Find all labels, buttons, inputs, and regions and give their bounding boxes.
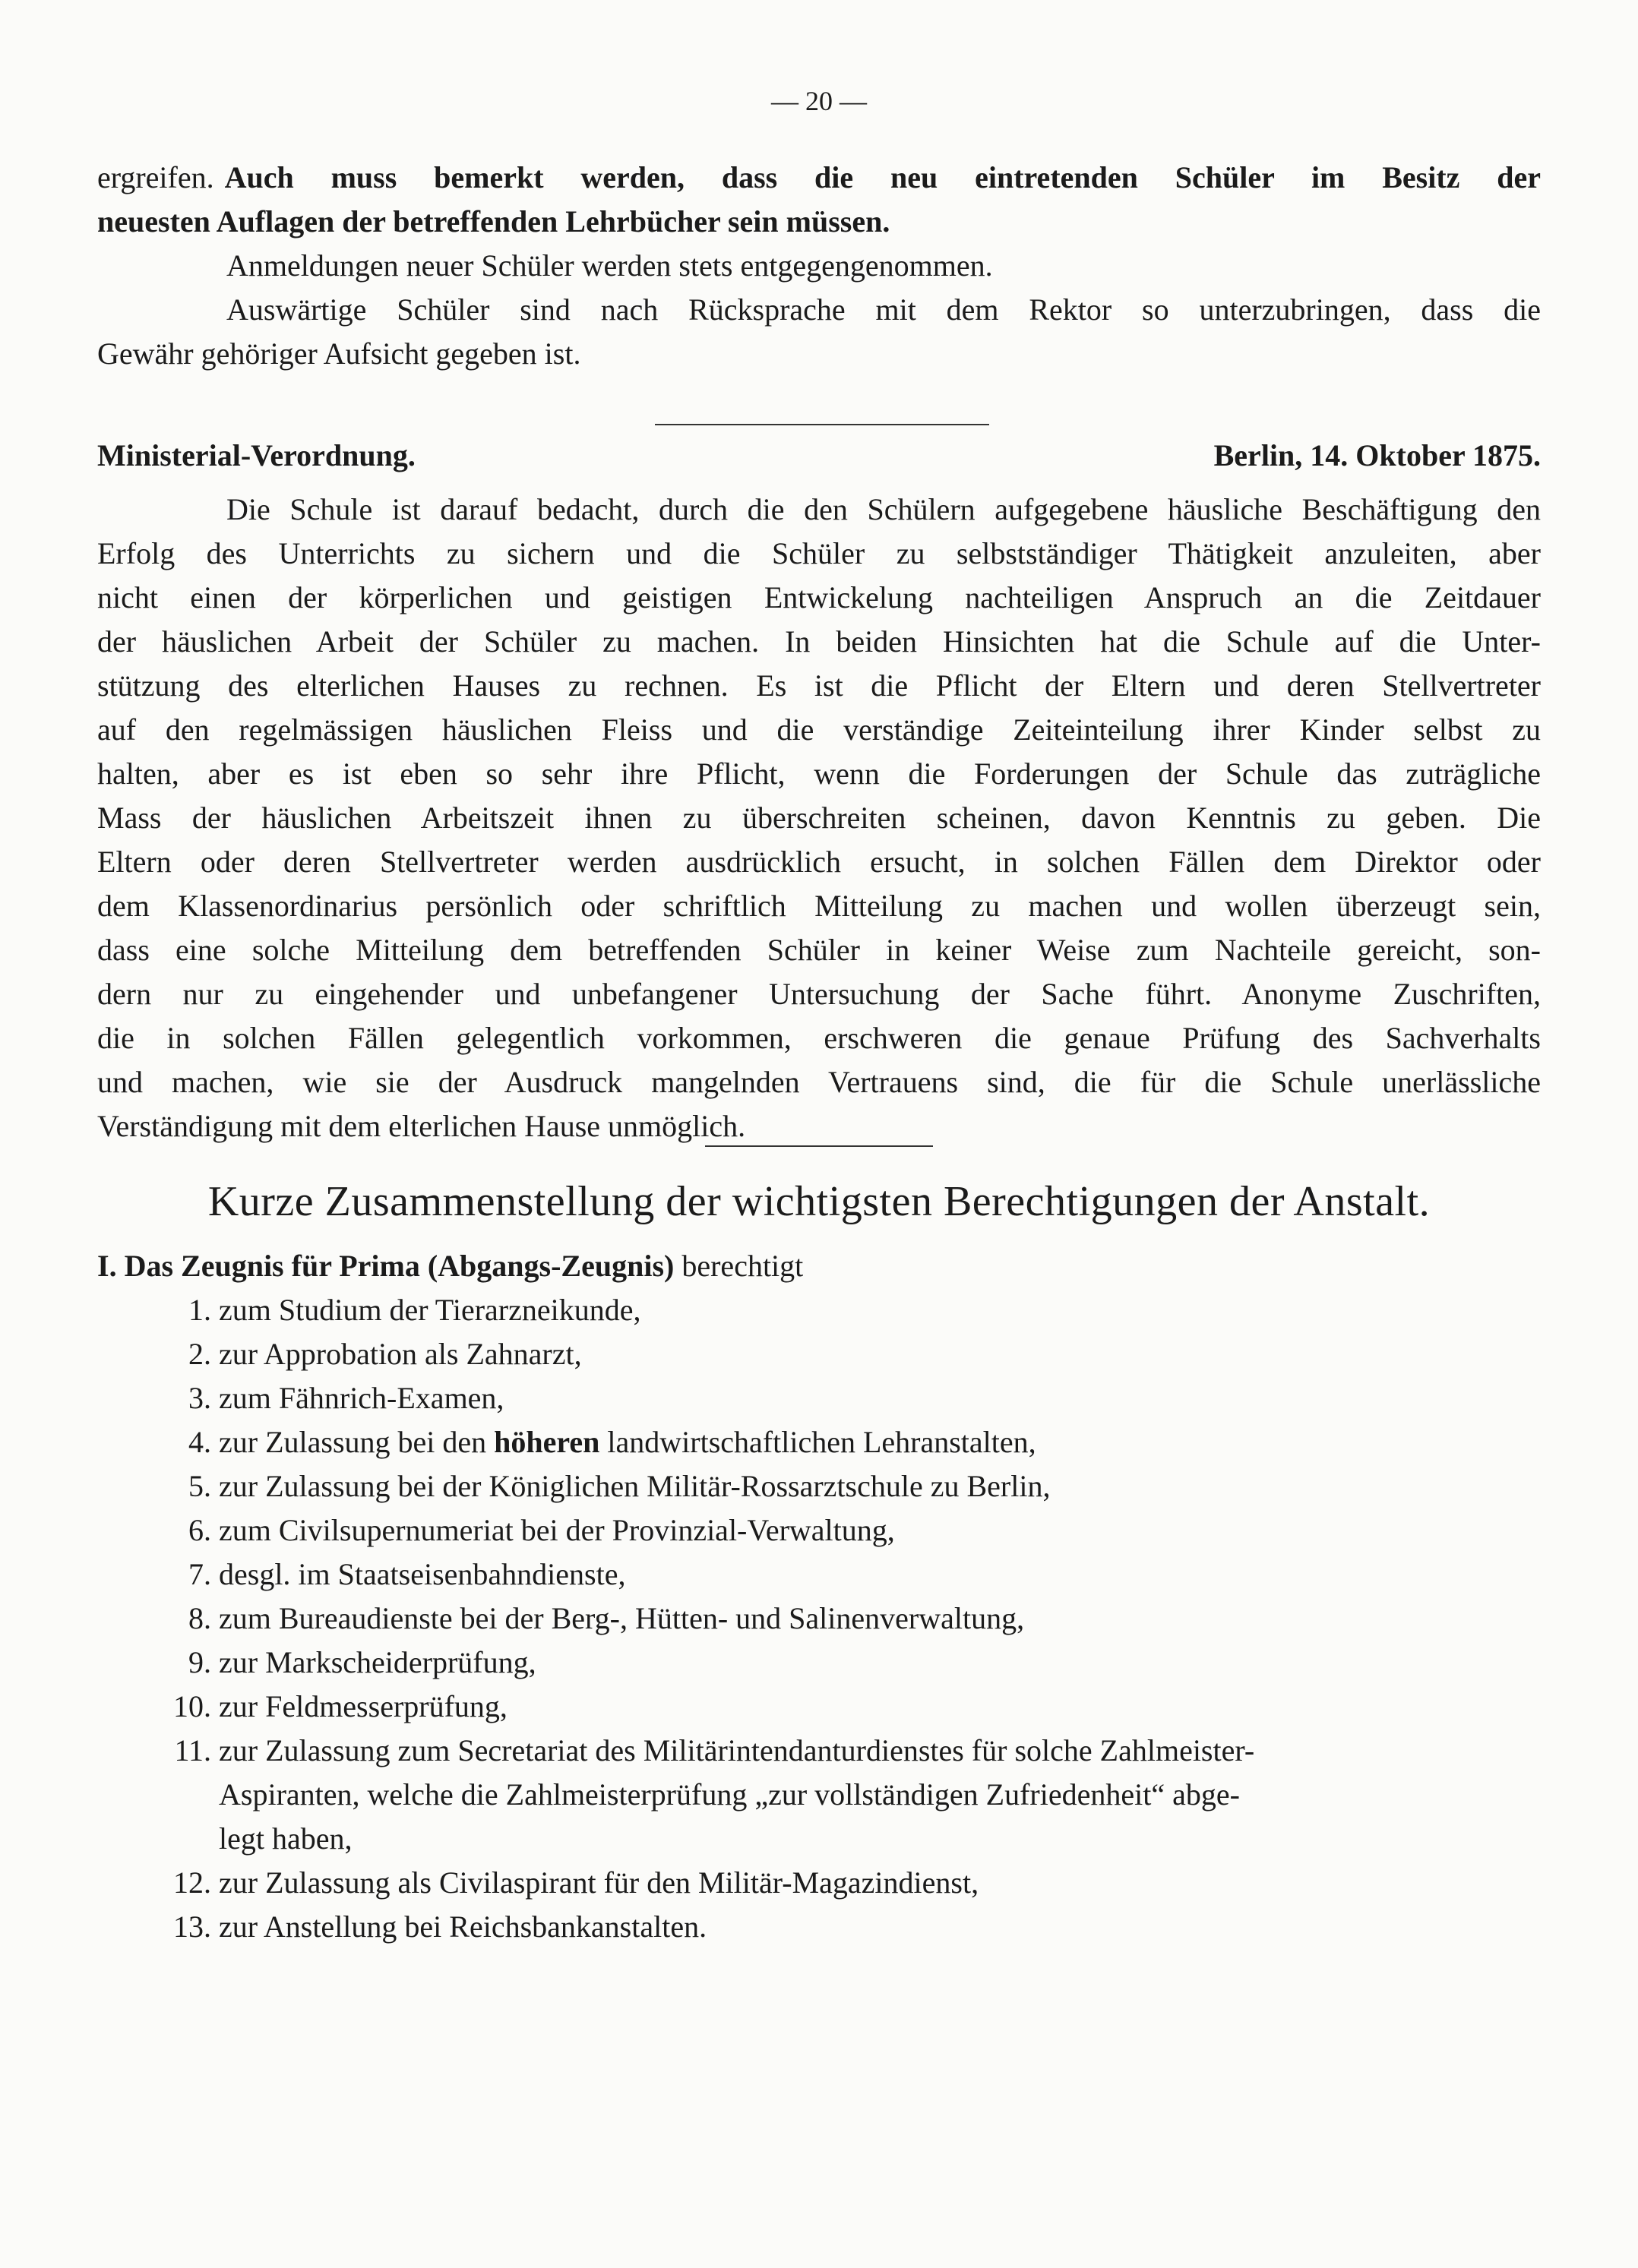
list-item-number: 9. [188, 1645, 211, 1679]
list-item-text: zum Civilsupernumeriat bei der Provinzial-Verwaltung, [219, 1513, 895, 1547]
ordinance-line: Eltern oder deren Stellvertreter werden ausdrücklich ersucht, in solchen Fällen dem Direktor oder [97, 845, 1541, 879]
list-item-continuation: Aspiranten, welche die Zahlmeisterprüfung „zur vollständigen Zufriedenheit“ abge- [219, 1777, 1240, 1812]
intro-line-1-start: ergreifen. [97, 160, 214, 194]
section-suffix: berechtigt [681, 1249, 804, 1283]
ordinance-line: dem Klassenordinarius persönlich oder schriftlich Mitteilung zu machen und wollen überzeugt sein, [97, 889, 1541, 923]
list-item [97, 1332, 1556, 1376]
ordinance-place-date: Berlin, 14. Oktober 1875. [1213, 438, 1541, 472]
list-item-text: zur Zulassung als Civilaspirant für den Militär-Magazindienst, [219, 1865, 979, 1900]
intro-line-1 [97, 156, 1541, 200]
entitlements-list [97, 1244, 1556, 1949]
list-item-text: zum Studium der Tierarzneikunde, [219, 1293, 641, 1327]
ordinance-line: dern nur zu eingehender und unbefangener Untersuchung der Sache führt. Anonyme Zuschriften, [97, 977, 1541, 1011]
page-number: — 20 — [771, 86, 867, 116]
list-item-number: 5. [188, 1469, 211, 1503]
list-item-text: zum Fähnrich-Examen, [219, 1381, 504, 1415]
list-item-number: 4. [188, 1425, 211, 1459]
list-item-text: zur Zulassung zum Secretariat des Militärintendanturdienstes für solche Zahlmeister- [219, 1733, 1255, 1767]
list-item-text: desgl. im Staatseisenbahndienste, [219, 1557, 626, 1591]
list-item [97, 1685, 1556, 1729]
list-item-text: zur Zulassung bei der Königlichen Militär-Rossarztschule zu Berlin, [219, 1469, 1051, 1503]
ordinance-line: stützung des elterlichen Hauses zu rechnen. Es ist die Pflicht der Eltern und deren Stellvertreter [97, 668, 1541, 703]
list-item-text: landwirtschaftlichen Lehranstalten, [607, 1425, 1036, 1459]
list-item-text: zum Bureaudienste bei der Berg-, Hütten- und Salinenverwaltung, [219, 1601, 1025, 1635]
ordinance-line: Die Schule ist darauf bedacht, durch die den Schülern aufgegebene häusliche Beschäftigung den [226, 492, 1541, 526]
items-container [97, 1288, 1556, 1949]
list-item [97, 1641, 1556, 1685]
ordinance-line: Mass der häuslichen Arbeitszeit ihnen zu überschreiten scheinen, davon Kenntnis zu geben. Die [97, 801, 1541, 835]
list-item-text: zur Zulassung bei den [219, 1425, 487, 1459]
ordinance-line: der häuslichen Arbeit der Schüler zu machen. In beiden Hinsichten hat die Schule auf die Unter- [97, 624, 1541, 659]
list-item-number: 2. [188, 1337, 211, 1371]
ordinance-line: Verständigung mit dem elterlichen Hause unmöglich. [97, 1109, 746, 1143]
list-item-number: 6. [188, 1513, 211, 1547]
ordinance-line: nicht einen der körperlichen und geistigen Entwickelung nachteiligen Anspruch an die Zeitdauer [97, 580, 1541, 614]
list-item-text: zur Markscheiderprüfung, [219, 1645, 536, 1679]
list-item [97, 1729, 1556, 1773]
ordinance-title: Ministerial-Verordnung. [97, 438, 416, 472]
list-item [97, 1597, 1556, 1641]
list-item [97, 1288, 1556, 1332]
list-item-text: zur Feldmesserprüfung, [219, 1689, 508, 1723]
ordinance-line: die in solchen Fällen gelegentlich vorkommen, erschweren die genaue Prüfung des Sachverhalts [97, 1021, 1541, 1055]
intro-line-5: Gewähr gehöriger Aufsicht gegeben ist. [97, 336, 581, 371]
ordinance-line: halten, aber es ist eben so sehr ihre Pflicht, wenn die Forderungen der Schule das zuträgliche [97, 757, 1541, 791]
ordinance-line: auf den regelmässigen häuslichen Fleiss und die verständige Zeiteinteilung ihrer Kinder selbst zu [97, 712, 1541, 747]
ordinance-body [97, 488, 1541, 1148]
list-item [97, 1420, 1556, 1464]
list-item-number: 10. [173, 1689, 211, 1723]
list-item-number: 1. [188, 1293, 211, 1327]
list-item-number: 7. [188, 1557, 211, 1591]
intro-line-4: Auswärtige Schüler sind nach Rücksprache mit dem Rektor so unterzubringen, dass die [226, 292, 1541, 327]
intro-line-3: Anmeldungen neuer Schüler werden stets entgegengenommen. [226, 248, 993, 283]
ordinance-line: Erfolg des Unterrichts zu sichern und die Schüler zu selbstständiger Thätigkeit anzuleiten, aber [97, 536, 1541, 570]
section-label: I. Das Zeugnis für Prima (Abgangs-Zeugnis) [97, 1249, 675, 1283]
separator-rule-2 [705, 1145, 933, 1147]
list-item-number: 11. [174, 1733, 211, 1767]
list-item [97, 1508, 1556, 1553]
list-item-text: zur Anstellung bei Reichsbankanstalten. [219, 1909, 707, 1944]
list-item-number: 13. [173, 1909, 211, 1944]
list-item [97, 1553, 1556, 1597]
intro-paragraph [97, 156, 1541, 376]
ordinance-line: dass eine solche Mitteilung dem betreffenden Schüler in keiner Weise zum Nachteile gereicht, son- [97, 933, 1541, 967]
list-item-text: zur Approbation als Zahnarzt, [219, 1337, 582, 1371]
list-item-continuation: legt haben, [219, 1821, 353, 1856]
intro-line-1-bold: Auch muss bemerkt werden, dass die neu eintretenden Schüler im Besitz der [224, 160, 1541, 194]
list-item [97, 1376, 1556, 1420]
list-item-bold-word: höheren [494, 1425, 600, 1459]
list-item [97, 1861, 1556, 1905]
list-item-number: 3. [188, 1381, 211, 1415]
list-item [97, 1905, 1556, 1949]
intro-line-2: neuesten Auflagen der betreffenden Lehrbücher sein müssen. [97, 204, 890, 238]
list-item-number: 8. [188, 1601, 211, 1635]
list-item-number: 12. [173, 1865, 211, 1900]
list-item [97, 1464, 1556, 1508]
summary-heading: Kurze Zusammenstellung der wichtigsten Berechtigungen der Anstalt. [207, 1178, 1431, 1225]
ordinance-line: und machen, wie sie der Ausdruck mangelnden Vertrauens sind, die für die Schule unerlässliche [97, 1065, 1541, 1099]
section-heading [97, 1244, 1556, 1288]
separator-rule-1 [655, 424, 989, 425]
